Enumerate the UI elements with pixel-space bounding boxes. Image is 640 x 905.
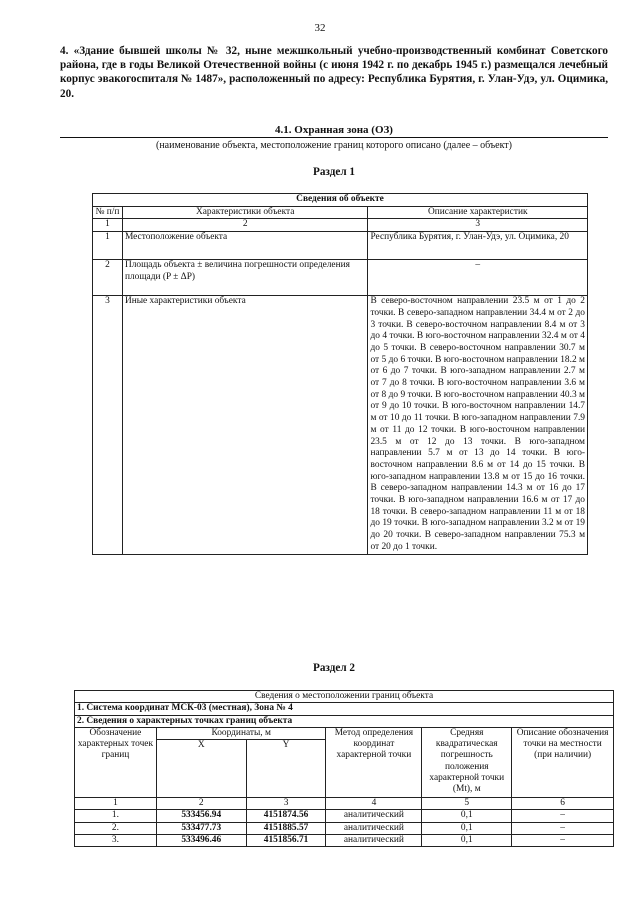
page-number: 32 <box>314 22 326 34</box>
coord-system-row <box>75 703 614 715</box>
object-heading: 4. «Здание бывшей школы № 32, ныне межшкольный учебно-производственный комбинат Советского района, где в годы Великой Отечественной войны (с июня 1942 г. по декабрь 1945 г.) размещался лечебный корпус эвакогоспиталя № 1487», расположенный по адресу: Республика Бурятия, г. Улан-Удэ, ул. Оцимика, 20. <box>60 45 608 100</box>
table-title: Сведения об объекте <box>93 194 588 207</box>
section1-title: Раздел 1 <box>312 166 355 178</box>
point-error: 0,1 <box>422 810 512 822</box>
header-y: Y <box>246 740 326 798</box>
table-title: Сведения о местоположении границ объекта <box>75 691 614 703</box>
point-y: 4151856.71 <box>246 835 326 847</box>
row-name: Иные характеристики объекта <box>122 296 368 554</box>
point-description: – <box>512 810 614 822</box>
header-cell: Характеристики объекта <box>122 206 368 219</box>
point-description: – <box>512 835 614 847</box>
boundary-points-table <box>74 690 614 847</box>
column-number: 2 <box>156 798 246 810</box>
header-description: Описание обозначения точки на местности (при наличии) <box>512 727 614 797</box>
table-title-row <box>93 194 588 207</box>
table-row <box>93 260 588 296</box>
column-number: 1 <box>93 219 123 232</box>
column-number: 1 <box>75 798 157 810</box>
row-number: 3 <box>93 296 123 554</box>
table-row <box>75 822 614 834</box>
column-number: 4 <box>326 798 422 810</box>
section2-title: Раздел 2 <box>312 662 355 674</box>
row-number: 1 <box>93 232 123 260</box>
subsection-title: 4.1. Охранная зона (ОЗ) <box>275 124 393 136</box>
subsection-rule <box>60 137 608 138</box>
column-number: 2 <box>122 219 368 232</box>
point-id: 3. <box>75 835 157 847</box>
header-designation: Обозначение характерных точек границ <box>75 727 157 797</box>
row-value: В северо-восточном направлении 23.5 м от 1 до 2 точки. В северо-западном направлении 34.4 м от 2 до 3 точки. В северо-восточном направлении 8.4 м от 3 до 4 точки. В юго-восточном направлении 32.4 м от 4 до 5 точки. В северо-восточном направлении 30.7 м от 5 до 6 точки. В юго-восточном направлении 18.2 м от 6 до 7 точки. В юго-западном направлении 2.7 м от 7 до 8 точки. В юго-восточном направлении 3.6 м от 8 до 9 точки. В юго-восточном направлении 40.3 м от 9 до 10 точки. В юго-восточном направлении 14.7 м от 10 до 11 точки. В юго-западном направлении 7.9 м от 11 до 12 точки. В юго-восточном направлении 23.5 м от 12 до 13 точки. В юго-западном направлении 5.7 м от 13 до 14 точки. В юго-восточном направлении 8.6 м от 14 до 15 точки. В юго-западном направлении 13.8 м от 15 до 16 точки. В северо-западном направлении 14.3 м от 16 до 17 точки. В юго-западном направлении 16.6 м от 17 до 18 точки. В северо-западном направлении 11 м от 18 до 19 точки. В юго-западном направлении 3.2 м от 19 до 20 точки. В северо-западном направлении 75.3 м от 20 до 1 точки. <box>368 296 588 554</box>
table-row <box>75 835 614 847</box>
header-cell: Описание характеристик <box>368 206 588 219</box>
header-cell: № п/п <box>93 206 123 219</box>
column-number: 5 <box>422 798 512 810</box>
row-name: Площадь объекта ± величина погрешности определения площади (P ± ΔP) <box>122 260 368 296</box>
column-number-row <box>93 219 588 232</box>
column-number: 3 <box>368 219 588 232</box>
point-x: 533496.46 <box>156 835 246 847</box>
object-info-table <box>92 193 588 555</box>
header-method: Метод определения координат характерной точки <box>326 727 422 797</box>
point-description: – <box>512 822 614 834</box>
column-number: 6 <box>512 798 614 810</box>
table-row <box>93 232 588 260</box>
point-id: 2. <box>75 822 157 834</box>
point-method: аналитический <box>326 810 422 822</box>
header-coords: Координаты, м <box>156 727 326 739</box>
point-method: аналитический <box>326 835 422 847</box>
coord-system: 1. Система координат МСК-03 (местная), Зона № 4 <box>75 703 614 715</box>
point-id: 1. <box>75 810 157 822</box>
points-title: 2. Сведения о характерных точках границ объекта <box>75 715 614 727</box>
row-name: Местоположение объекта <box>122 232 368 260</box>
table-title-row <box>75 691 614 703</box>
column-number-row <box>75 798 614 810</box>
row-number: 2 <box>93 260 123 296</box>
point-error: 0,1 <box>422 822 512 834</box>
points-title-row <box>75 715 614 727</box>
row-value: – <box>368 260 588 296</box>
column-number: 3 <box>246 798 326 810</box>
header-row <box>75 727 614 739</box>
point-y: 4151874.56 <box>246 810 326 822</box>
point-method: аналитический <box>326 822 422 834</box>
point-x: 533477.73 <box>156 822 246 834</box>
header-row <box>93 206 588 219</box>
point-y: 4151885.57 <box>246 822 326 834</box>
table-row <box>75 810 614 822</box>
point-x: 533456.94 <box>156 810 246 822</box>
subsection-note: (наименование объекта, местоположение границ которого описано (далее – объект) <box>155 140 513 151</box>
row-value: Республика Бурятия, г. Улан-Удэ, ул. Оцимика, 20 <box>368 232 588 260</box>
header-x: X <box>156 740 246 798</box>
point-error: 0,1 <box>422 835 512 847</box>
table-row <box>93 296 588 554</box>
header-error: Средняя квадратическая погрешность положения характерной точки (Mt), м <box>422 727 512 797</box>
